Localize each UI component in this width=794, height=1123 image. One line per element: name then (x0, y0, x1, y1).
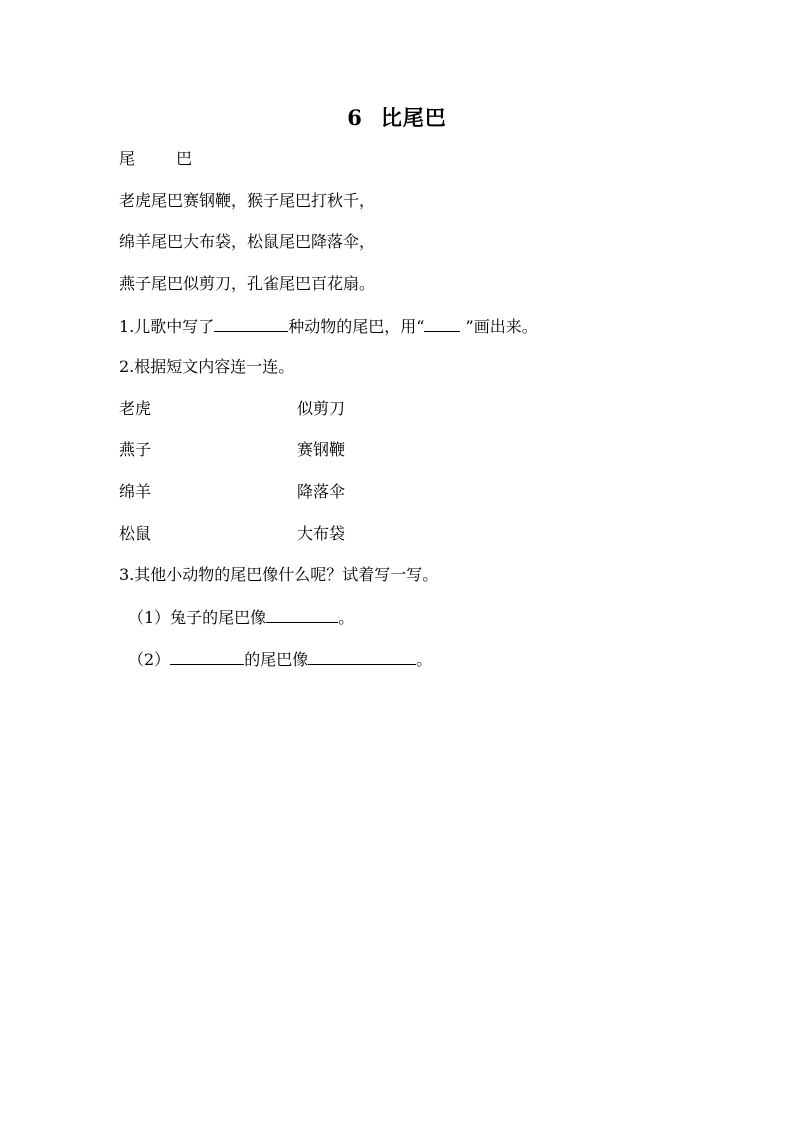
item-2-suffix: 。 (416, 650, 433, 669)
answer-blank-rabbit[interactable] (266, 606, 338, 623)
lesson-number: 6 (347, 105, 363, 130)
answer-blank-animal[interactable] (170, 648, 244, 665)
poem-line-3: 燕子尾巴似剪刀，孔雀尾巴百花扇。 (119, 274, 376, 293)
poem-line-1: 老虎尾巴赛钢鞭，猴子尾巴打秋千， (119, 191, 376, 210)
item-2-middle: 的尾巴像 (244, 650, 309, 669)
lesson-title: 比尾巴 (380, 105, 447, 130)
item-1-prefix: （1）兔子的尾巴像 (128, 608, 267, 627)
question-2-prompt: 2.根据短文内容连一连。 (119, 357, 295, 376)
question-3-item-2 (128, 648, 432, 671)
answer-blank-tail-like[interactable] (308, 648, 416, 665)
question-3-prompt: 3.其他小动物的尾巴像什么呢？试着写一写。 (119, 565, 439, 584)
page-title (0, 104, 794, 132)
question-1 (119, 315, 538, 338)
poem-line-2: 绵羊尾巴大布袋，松鼠尾巴降落伞， (119, 232, 376, 251)
match-left-item-1[interactable]: 老虎 (119, 399, 152, 418)
question-1-text-b: 种动物的尾巴，用“ (288, 317, 425, 336)
question-3-item-1 (128, 606, 354, 629)
match-right-item-1[interactable]: 似剪刀 (297, 399, 346, 418)
match-left-item-2[interactable]: 燕子 (119, 440, 152, 459)
question-1-text-a: 1.儿歌中写了 (119, 317, 215, 336)
match-right-item-4[interactable]: 大布袋 (297, 524, 346, 543)
question-1-text-c: ”画出来。 (460, 317, 538, 336)
underline-mark-sample (424, 315, 460, 332)
match-right-item-3[interactable]: 降落伞 (297, 482, 346, 501)
match-left-item-4[interactable]: 松鼠 (119, 524, 152, 543)
answer-blank-count[interactable] (214, 315, 288, 332)
item-2-prefix: （2） (128, 650, 171, 669)
item-1-suffix: 。 (338, 608, 355, 627)
poem-heading: 尾 巴 (119, 149, 211, 168)
match-left-item-3[interactable]: 绵羊 (119, 482, 152, 501)
match-right-item-2[interactable]: 赛钢鞭 (297, 440, 346, 459)
